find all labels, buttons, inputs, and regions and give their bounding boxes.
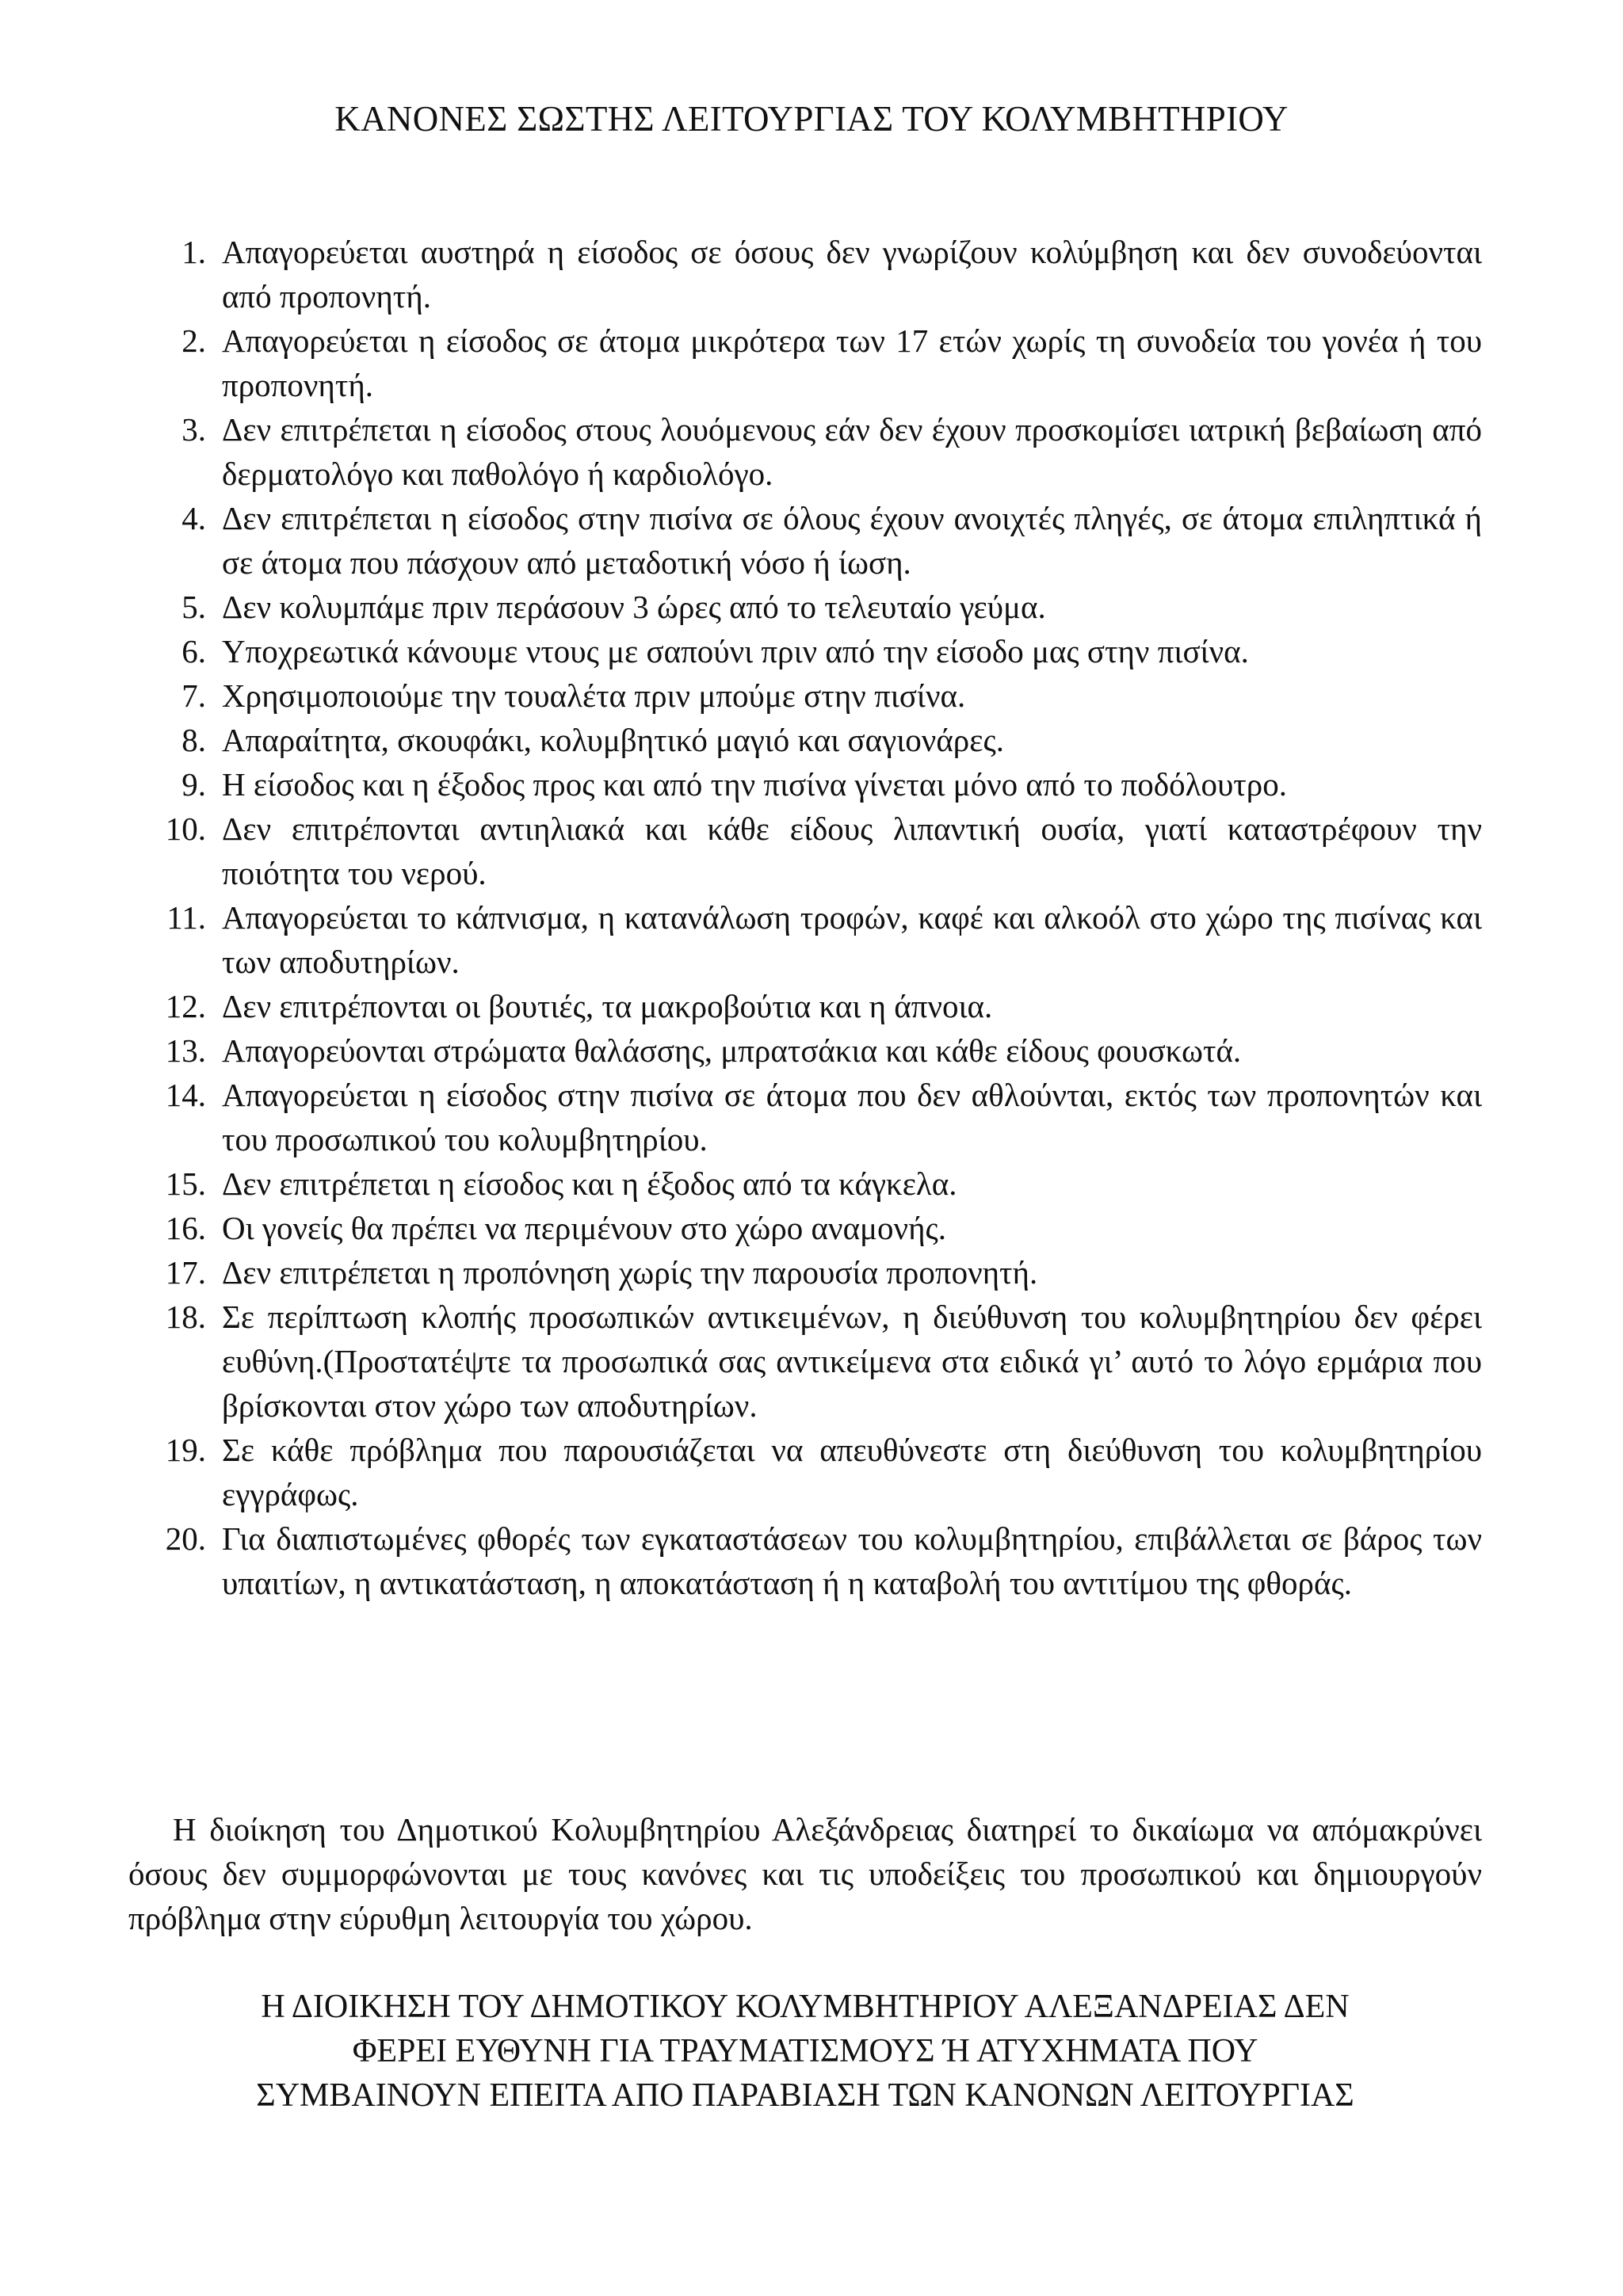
rule-number: 12. [165,988,206,1024]
rule-text: Δεν επιτρέπεται η είσοδος στην πισίνα σε όλους έχουν ανοιχτές πληγές, σε άτομα επιληπτικά ή σε άτομα που πάσχουν από μεταδοτική νόσο ή ίωση. [222,500,1482,581]
rule-number: 19. [165,1432,206,1468]
rule-text: Οι γονείς θα πρέπει να περιμένουν στο χώρο αναμονής. [222,1210,946,1246]
rule-number: 5. [181,589,206,625]
rule-number: 16. [165,1210,206,1246]
rule-number: 11. [166,899,206,936]
rule-text: Η είσοδος και η έξοδος προς και από την πισίνα γίνεται μόνο από το ποδόλουτρο. [222,766,1287,803]
rule-number: 7. [181,677,206,714]
rule-number: 18. [165,1299,206,1335]
rule-text: Δεν επιτρέπονται αντιηλιακά και κάθε είδους λιπαντική ουσία, γιατί καταστρέφουν την ποιότητα του νερού. [222,810,1482,891]
rule-item-19 [143,1428,1482,1516]
rule-number: 8. [181,722,206,758]
rule-item-5 [143,585,1482,629]
rule-item-3 [143,407,1482,496]
rule-item-16 [143,1206,1482,1250]
rule-text: Σε περίπτωση κλοπής προσωπικών αντικειμένων, η διεύθυνση του κολυμβητηρίου δεν φέρει ευθύνη.(Προστατέψτε τα προσωπικά σας αντικείμενα στα ειδικά γι’ αυτό το λόγο ερμάρια που βρίσκονται στον χώρο των αποδυτηρίων. [222,1299,1482,1424]
disclaimer-line-2: ΦΕΡΕΙ ΕΥΘΥΝΗ ΓΙΑ ΤΡΑΥΜΑΤΙΣΜΟΥΣ Ή ΑΤΥΧΗΜΑΤΑ ΠΟΥ [352,2033,1258,2069]
rule-text: Απαγορεύεται αυστηρά η είσοδος σε όσους δεν γνωρίζουν κολύμβηση και δεν συνοδεύονται από προπονητή. [222,234,1482,315]
rule-number: 4. [181,500,206,536]
rule-number: 15. [165,1165,206,1202]
management-notice: Η διοίκηση του Δημοτικού Κολυμβητηρίου Αλεξάνδρειας διατηρεί το δικαίωμα να απόμακρύνει όσους δεν συμμορφώνονται με τους κανόνες και τις υποδείξεις του προσωπικού και δημιουργούν πρόβλημα στην εύρυθμη λειτουργία του χώρου. [128,1811,1482,1936]
rule-text: Δεν επιτρέπονται οι βουτιές, τα μακροβούτια και η άπνοια. [222,988,993,1024]
rule-text: Απαραίτητα, σκουφάκι, κολυμβητικό μαγιό και σαγιονάρες. [222,722,1004,758]
rule-number: 20. [165,1520,206,1557]
rule-text: Χρησιμοποιούμε την τουαλέτα πριν μπούμε στην πισίνα. [222,677,966,714]
rule-number: 9. [181,766,206,803]
rule-item-1 [143,230,1482,318]
rule-number: 10. [165,810,206,847]
rule-number: 2. [181,322,206,359]
rule-item-2 [143,318,1482,407]
rule-text: Δεν επιτρέπεται η είσοδος και η έξοδος από τα κάγκελα. [222,1165,957,1202]
rule-text: Απαγορεύονται στρώματα θαλάσσης, μπρατσάκια και κάθε είδους φουσκωτά. [222,1032,1242,1069]
rule-number: 17. [165,1254,206,1291]
rule-item-8 [143,718,1482,762]
rule-item-20 [143,1516,1482,1605]
rule-item-11 [143,895,1482,984]
disclaimer-line-1: Η ΔΙΟΙΚΗΣΗ ΤΟΥ ΔΗΜΟΤΙΚΟΥ ΚΟΛΥΜΒΗΤΗΡΙΟΥ ΑΛΕΞΑΝΔΡΕΙΑΣ ΔΕΝ [261,1989,1350,2025]
rule-text: Απαγορεύεται η είσοδος στην πισίνα σε άτομα που δεν αθλούνται, εκτός των προπονητών και του προσωπικού του κολυμβητηρίου. [222,1077,1482,1158]
rule-item-6 [143,629,1482,673]
rule-text: Απαγορεύεται το κάπνισμα, η κατανάλωση τροφών, καφέ και αλκοόλ στο χώρο της πισίνας και των αποδυτηρίων. [222,899,1482,980]
rule-text: Σε κάθε πρόβλημα που παρουσιάζεται να απευθύνεστε στη διεύθυνση του κολυμβητηρίου εγγράφως. [222,1432,1482,1512]
rule-item-14 [143,1073,1482,1161]
rule-number: 14. [165,1077,206,1113]
rule-text: Υποχρεωτικά κάνουμε ντους με σαπούνι πριν από την είσοδο μας στην πισίνα. [222,633,1249,669]
rule-text: Δεν κολυμπάμε πριν περάσουν 3 ώρες από το τελευταίο γεύμα. [222,589,1046,625]
rule-item-4 [143,496,1482,585]
rule-item-12 [143,984,1482,1028]
rule-text: Δεν επιτρέπεται η προπόνηση χωρίς την παρουσία προπονητή. [222,1254,1038,1291]
rule-item-17 [143,1250,1482,1295]
rule-item-13 [143,1028,1482,1073]
rules-list [143,230,1482,1605]
rule-text: Δεν επιτρέπεται η είσοδος στους λουόμενους εάν δεν έχουν προσκομίσει ιατρική βεβαίωση από δερματολόγο και παθολόγο ή καρδιολόγο. [222,411,1482,492]
liability-disclaimer [128,1985,1482,2118]
rule-number: 1. [181,234,206,270]
rule-item-18 [143,1295,1482,1428]
rule-number: 6. [181,633,206,669]
rule-item-9 [143,762,1482,807]
rule-number: 13. [165,1032,206,1069]
rule-text: Απαγορεύεται η είσοδος σε άτομα μικρότερα των 17 ετών χωρίς τη συνοδεία του γονέα ή του προπονητή. [222,322,1482,403]
rule-text: Για διαπιστωμένες φθορές των εγκαταστάσεων του κολυμβητηρίου, επιβάλλεται σε βάρος των υπαιτίων, η αντικατάσταση, η αποκατάσταση ή η καταβολή του αντιτίμου της φθοράς. [222,1520,1482,1601]
rule-item-10 [143,807,1482,895]
rule-item-15 [143,1161,1482,1206]
disclaimer-line-3: ΣΥΜΒΑΙΝΟΥΝ ΕΠΕΙΤΑ ΑΠΟ ΠΑΡΑΒΙΑΣΗ ΤΩΝ ΚΑΝΟΝΩΝ ΛΕΙΤΟΥΡΓΙΑΣ [256,2077,1354,2114]
document-title: ΚΑΝΟΝΕΣ ΣΩΣΤΗΣ ΛΕΙΤΟΥΡΓΙΑΣ ΤΟΥ ΚΟΛΥΜΒΗΤΗΡΙΟΥ [334,99,1289,139]
rule-number: 3. [181,411,206,448]
rule-item-7 [143,673,1482,718]
